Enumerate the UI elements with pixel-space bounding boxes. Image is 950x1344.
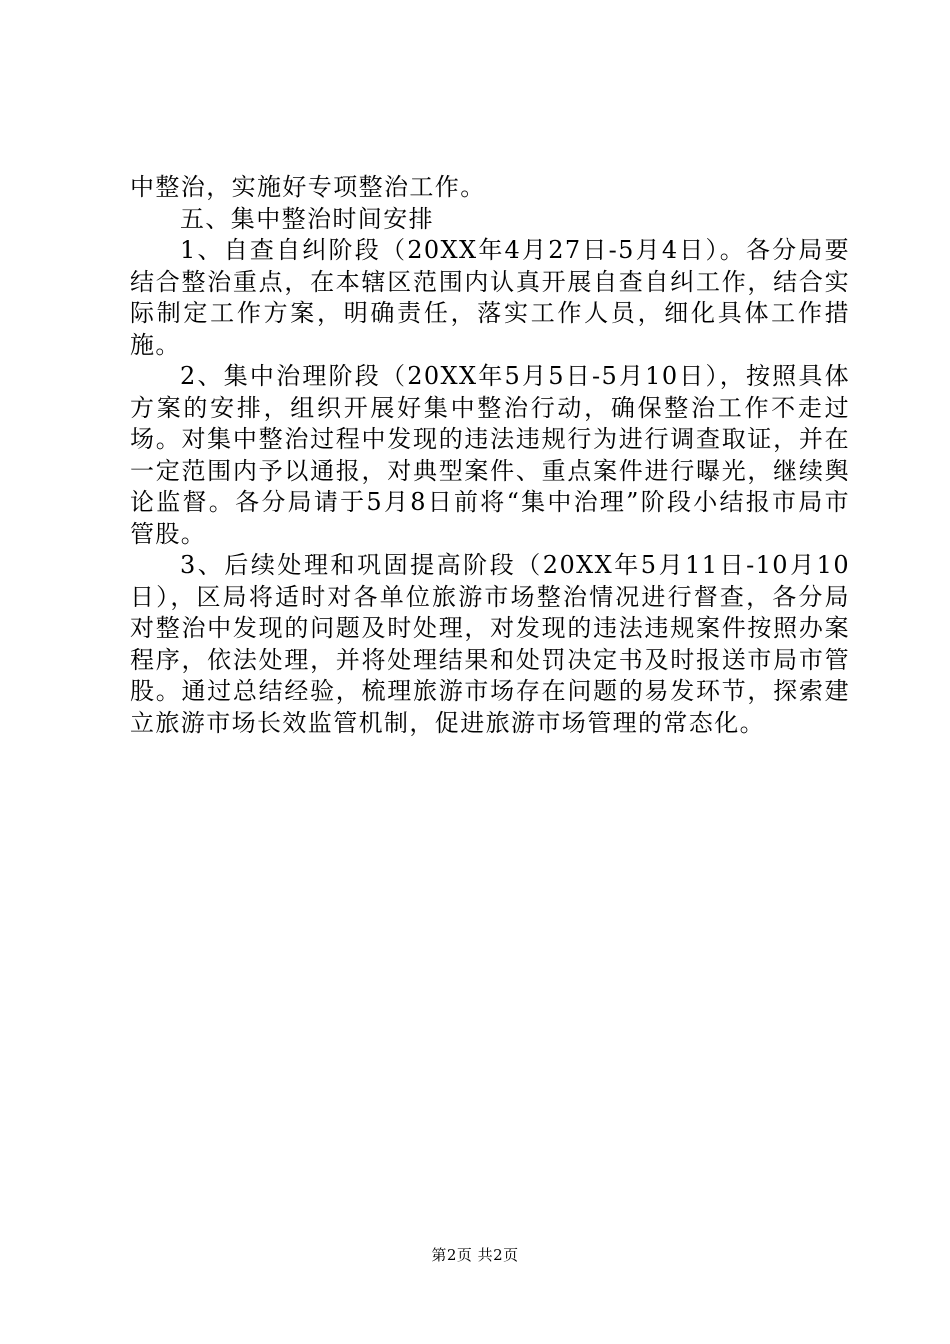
paragraph-stage-1: 1、自查自纠阶段（20XX年4月27日-5月4日）。各分局要结合整治重点，在本辖区范围内认真开展自查自纠工作，结合实际制定工作方案，明确责任，落实工作人员，细化具体工作措施。	[130, 236, 850, 359]
paragraph-stage-3: 3、后续处理和巩固提高阶段（20XX年5月11日-10月10日），区局将适时对各单位旅游市场整治情况进行督查，各分局对整治中发现的问题及时处理，对发现的违法违规案件按照办案程序，依法处理，并将处理结果和处罚决定书及时报送市局市管股。通过总结经验，梳理旅游市场存在问题的易发环节，探索建立旅游市场长效监管机制，促进旅游市场管理的常态化。	[130, 551, 850, 737]
page-number-footer: 第2页 共2页	[431, 1246, 519, 1264]
document-body	[130, 172, 850, 739]
section-heading: 五、集中整治时间安排	[180, 204, 434, 233]
paragraph-continuation: 中整治，实施好专项整治工作。	[130, 173, 486, 201]
paragraph-stage-2: 2、集中治理阶段（20XX年5月5日-5月10日），按照具体方案的安排，组织开展好集中整治行动，确保整治工作不走过场。对集中整治过程中发现的违法违规行为进行调查取证，并在一定范围内予以通报，对典型案件、重点案件进行曝光，继续舆论监督。各分局请于5月8日前将“集中治理”阶段小结报市局市管股。	[130, 362, 850, 548]
